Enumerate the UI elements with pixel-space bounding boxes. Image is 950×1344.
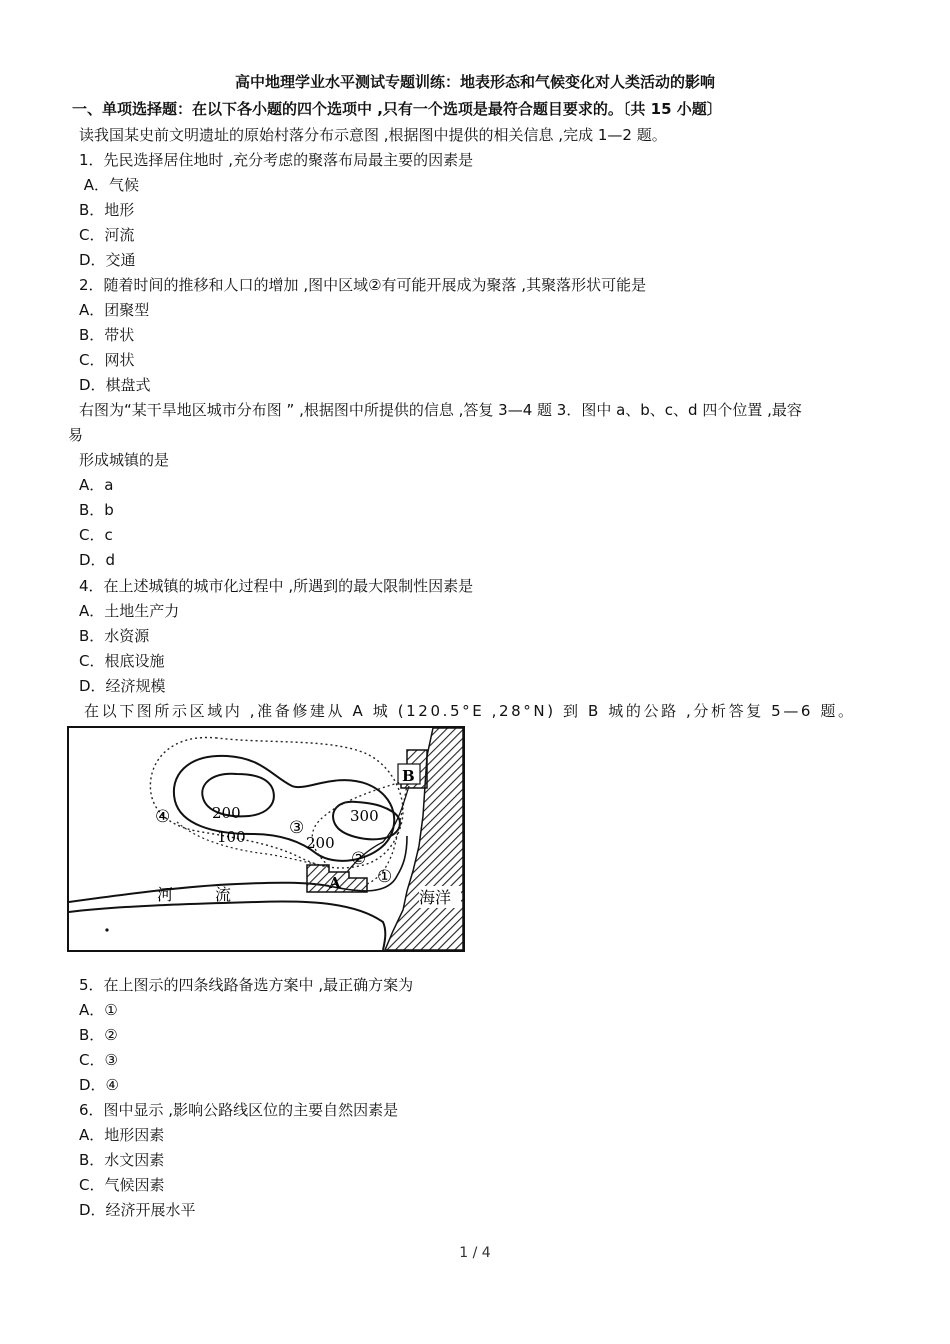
label-river-1: 河 [157, 885, 174, 904]
label-ocean: 海洋 [419, 888, 452, 907]
intro-text-2: 右图为“某干旱地区城市分布图 ” ,根据图中所提供的信息 ,答复 3—4 题 3．图中 a、b、c、d 四个位置 ,最容 [79, 401, 802, 419]
q2-option-a: A．团聚型 [79, 301, 150, 319]
question-2-stem: 2．随着时间的推移和人口的增加 ,图中区域②有可能开展成为聚落 ,其聚落形状可能是 [79, 276, 647, 294]
label-200-left: 200 [212, 804, 241, 822]
q6-option-b: B．水文因素 [79, 1151, 165, 1169]
label-100: 100 [217, 828, 246, 846]
q6-option-d: D．经济开展水平 [79, 1201, 196, 1219]
question-1-stem: 1．先民选择居住地时 ,充分考虑的聚落布局最主要的因素是 [79, 151, 474, 169]
q3-option-a: A．a [79, 476, 114, 494]
page-title: 高中地理学业水平测试专题训练：地表形态和气候变化对人类活动的影响 [234, 73, 715, 91]
q1-option-d: D．交通 [79, 251, 136, 269]
label-route-3: ③ [289, 818, 305, 838]
q4-option-d: D．经济规模 [79, 677, 166, 695]
q6-option-a: A．地形因素 [79, 1126, 165, 1144]
q1-option-a: A．气候 [79, 176, 140, 194]
q4-option-c: C．根底设施 [79, 652, 165, 670]
label-city-a: A [329, 874, 341, 892]
intro-text: 读我国某史前文明遗址的原始村落分布示意图 ,根据图中提供的相关信息 ,完成 1—2 题。 [79, 126, 667, 144]
label-200-right: 200 [306, 834, 335, 852]
q2-option-d: D．棋盘式 [79, 376, 151, 394]
question-3-stem: 形成城镇的是 [79, 451, 170, 469]
question-6-stem: 6．图中显示 ,影响公路线区位的主要自然因素是 [79, 1101, 399, 1119]
q4-option-a: A．土地生产力 [79, 602, 180, 620]
label-route-2: ② [351, 849, 367, 869]
q3-option-c: C．c [79, 526, 113, 544]
label-300: 300 [350, 807, 379, 825]
q2-option-b: B．带状 [79, 326, 135, 344]
question-4-stem: 4．在上述城镇的城市化过程中 ,所遇到的最大限制性因素是 [79, 577, 474, 595]
page-number: 1 / 4 [459, 1245, 491, 1261]
label-city-b: B [402, 767, 415, 785]
intro-text-3: 在以下图所示区域内 ,准备修建从 A 城 (120.5°E ,28°N) 到 B 城的公路 ,分析答复 5—6 题。 [84, 702, 856, 720]
q3-option-b: B．b [79, 501, 114, 519]
q5-option-a: A．① [79, 1001, 118, 1019]
section-heading: 一、单项选择题：在以下各小题的四个选项中 ,只有一个选项是最符合题目要求的。〔共 15 小题〕 [72, 100, 722, 118]
q5-option-d: D．④ [79, 1076, 119, 1094]
q5-option-c: C．③ [79, 1051, 118, 1069]
q6-option-c: C．气候因素 [79, 1176, 165, 1194]
q1-option-c: C．河流 [79, 226, 135, 244]
label-route-4: ④ [155, 807, 171, 827]
label-route-1: ① [377, 867, 393, 887]
question-5-stem: 5．在上图示的四条线路备选方案中 ,最正确方案为 [79, 976, 414, 994]
intro-text-2-wrap: 易 [68, 426, 84, 444]
contour-map [67, 726, 465, 952]
q2-option-c: C．网状 [79, 351, 135, 369]
q4-option-b: B．水资源 [79, 627, 150, 645]
q5-option-b: B．② [79, 1026, 118, 1044]
label-river-2: 流 [215, 885, 232, 904]
q3-option-d: D．d [79, 551, 116, 569]
q1-option-b: B．地形 [79, 201, 135, 219]
